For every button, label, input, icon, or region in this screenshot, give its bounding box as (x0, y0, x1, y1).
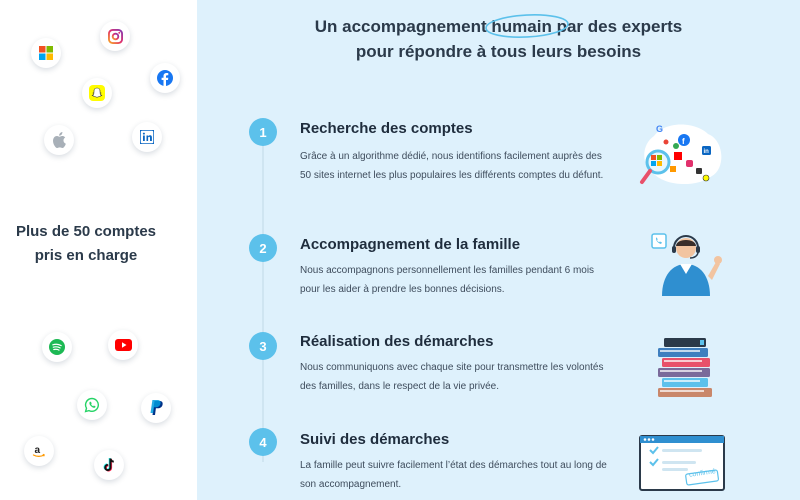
headline-line1-after: par des experts (551, 17, 683, 36)
headline-highlight (491, 14, 551, 39)
step-3-title: Réalisation des démarches (300, 333, 494, 350)
step-1-title: Recherche des comptes (300, 120, 473, 137)
books-stack-illustration (656, 336, 716, 403)
step-4-number: 4 (249, 428, 277, 456)
youtube-icon (108, 330, 138, 360)
step-4-text: La famille peut suivre facilement l’état des démarches tout au long de son accompagnement. (300, 460, 607, 490)
step-1-number: 1 (249, 118, 277, 146)
svg-text:G: G (656, 124, 664, 134)
support-agent-illustration (648, 230, 724, 303)
svg-text:f: f (682, 137, 685, 146)
timeline-line (262, 132, 264, 462)
headline-highlight-word: humain (491, 17, 552, 36)
paypal-icon (141, 393, 171, 423)
step-4-title: Suivi des démarches (300, 431, 450, 448)
confirmed-badge: confirmé (688, 468, 717, 479)
amazon-icon (24, 436, 54, 466)
svg-text:a: a (34, 445, 41, 456)
step-3-number: 3 (249, 332, 277, 360)
account-search-illustration (636, 118, 728, 195)
microsoft-icon (31, 38, 61, 68)
step-1-text: Grâce à un algorithme dédié, nous identifions facilement auprès des 50 sites internet les plus populaires les différents comptes du défunt. (300, 151, 604, 181)
step-2-number: 2 (249, 234, 277, 262)
step-3-text: Nous communiquons avec chaque site pour transmettre les volontés des familles, dans le respect de la vie privée. (300, 362, 604, 392)
linkedin-icon (132, 122, 162, 152)
headline-line1 (197, 14, 800, 39)
tracking-window-illustration (638, 432, 728, 497)
left-title-line1: Plus de 50 comptes (15, 223, 157, 240)
snapchat-icon (82, 78, 112, 108)
whatsapp-icon (77, 390, 107, 420)
instagram-icon (100, 21, 130, 51)
headline-line2: pour répondre à tous leurs besoins (355, 42, 642, 61)
svg-text:in: in (703, 149, 709, 155)
headline-line1-before: Un accompagnement (314, 17, 492, 36)
headline (197, 14, 800, 64)
left-title-line2: pris en charge (34, 247, 138, 264)
left-panel-title (0, 220, 172, 268)
facebook-icon (150, 63, 180, 93)
tiktok-icon (94, 450, 124, 480)
spotify-icon (42, 332, 72, 362)
step-2-text: Nous accompagnons personnellement les familles pendant 6 mois pour les aider à prendre les bonnes décisions. (300, 265, 595, 295)
apple-icon (44, 125, 74, 155)
step-2-title: Accompagnement de la famille (300, 236, 521, 253)
highlight-circle-icon (483, 11, 571, 41)
